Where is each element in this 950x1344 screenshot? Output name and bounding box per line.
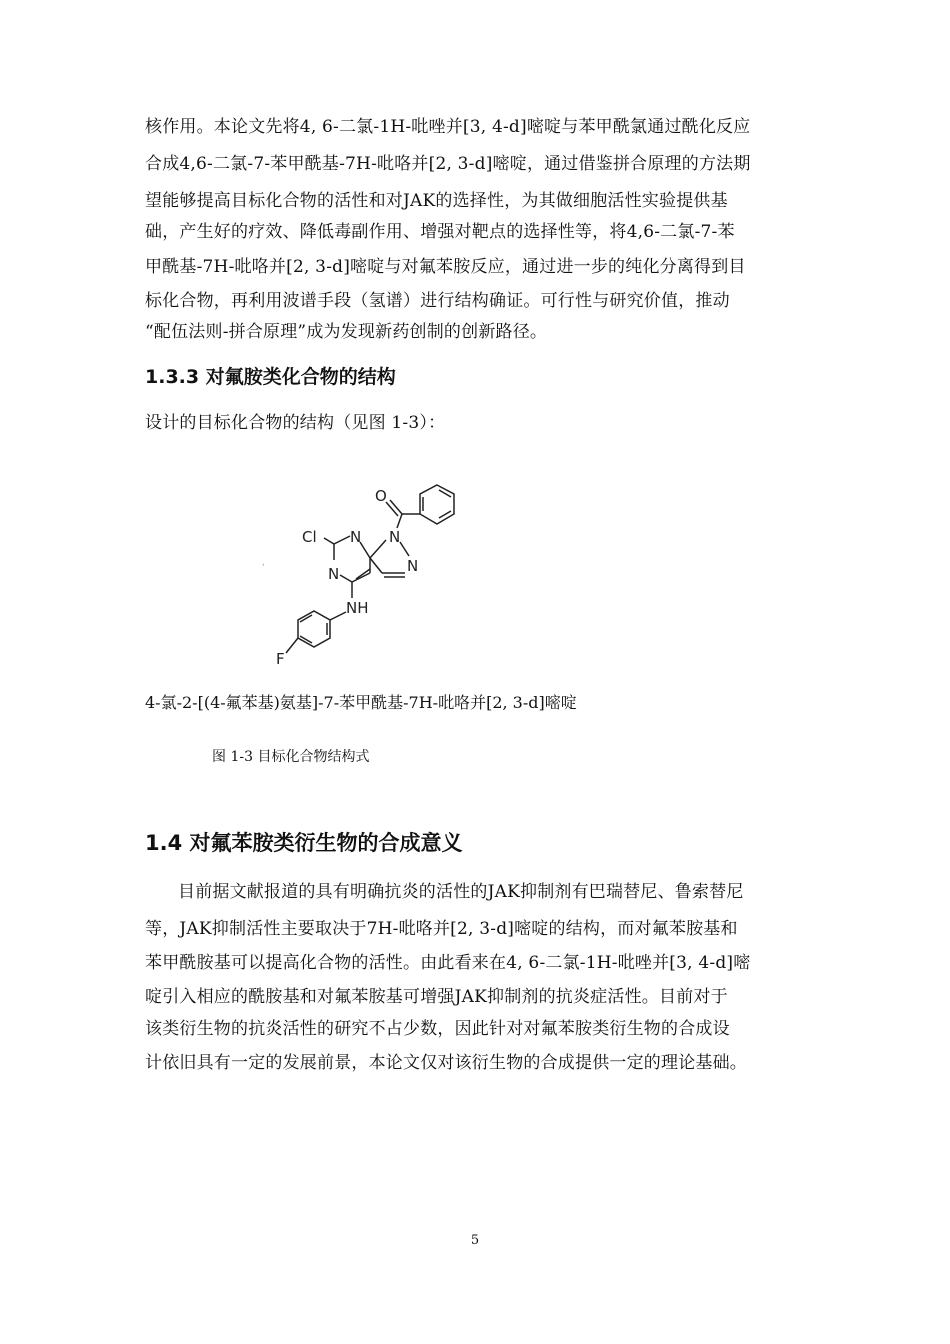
paragraph-line: 苯甲酰胺基可以提高化合物的活性。由此看来在4, 6-二氯-1H-吡唑并[3, 4-d]嘧 [145,953,751,973]
paragraph-line: 甲酰基-7H-吡咯并[2, 3-d]嘧啶与对氟苯胺反应，通过进一步的纯化分离得到目 [145,257,746,277]
atom-amine: NH [346,599,369,617]
benzoyl-phenyl-ring [420,485,454,524]
paragraph-line: 该类衍生物的抗炎活性的研究不占少数，因此针对对氟苯胺类衍生物的合成设 [145,1019,730,1039]
section-heading: 1.3.3 对氟胺类化合物的结构 [145,366,396,388]
paragraph-line: 啶引入相应的酰胺基和对氟苯胺基可增强JAK抑制剂的抗炎症活性。目前对于 [145,987,728,1007]
figure-caption: 图 1-3 目标化合物结构式 [212,749,370,765]
paragraph-line: 目前据文献报道的具有明确抗炎的活性的JAK抑制剂有巴瑞替尼、鲁索替尼 [178,882,744,902]
paragraph-line: 望能够提高目标化合物的活性和对JAK的选择性，为其做细胞活性实验提供基 [145,191,728,211]
atom-nitrogen: N [407,557,419,575]
atom-oxygen: O [375,487,387,505]
paragraph-line: 标化合物，再利用波谱手段（氢谱）进行结构确证。可行性与研究价值，推动 [145,291,730,311]
section-heading: 1.4 对氟苯胺类衍生物的合成意义 [145,831,463,855]
chemical-structure-figure [262,470,492,680]
page-number: 5 [470,1233,480,1248]
atom-nitrogen: N [389,528,401,546]
figure-intro: 设计的目标化合物的结构（见图 1-3）： [145,413,446,433]
atom-fluorine: F [276,650,285,668]
paragraph-line: 计依旧具有一定的发展前景，本论文仅对该衍生物的合成提供一定的理论基础。 [145,1053,747,1073]
fluorophenyl-ring [298,611,330,647]
atom-nitrogen: N [328,565,340,583]
paragraph-line: 等，JAK抑制活性主要取决于7H-吡咯并[2, 3-d]嘧啶的结构，而对氟苯胺基和 [145,919,738,939]
stray-mark: ' [262,563,265,573]
atom-chlorine: Cl [302,528,317,546]
paragraph-line: “配伍法则-拼合原理”成为发现新药创制的创新路径。 [145,322,548,342]
paragraph-line: 合成4,6-二氯-7-苯甲酰基-7H-吡咯并[2, 3-d]嘧啶，通过借鉴拼合原理的方法期 [145,154,751,174]
paragraph-line: 核作用。本论文先将4, 6-二氯-1H-吡唑并[3, 4-d]嘧啶与苯甲酰氯通过酰化反应 [145,117,751,137]
compound-name: 4-氯-2-[(4-氟苯基)氨基]-7-苯甲酰基-7H-吡咯并[2, 3-d]嘧啶 [145,693,577,712]
atom-nitrogen: N [350,528,362,546]
chemical-structure-drawing [262,470,492,680]
paragraph-line: 础，产生好的疗效、降低毒副作用、增强对靶点的选择性等，将4,6-二氯-7-苯 [145,222,735,242]
